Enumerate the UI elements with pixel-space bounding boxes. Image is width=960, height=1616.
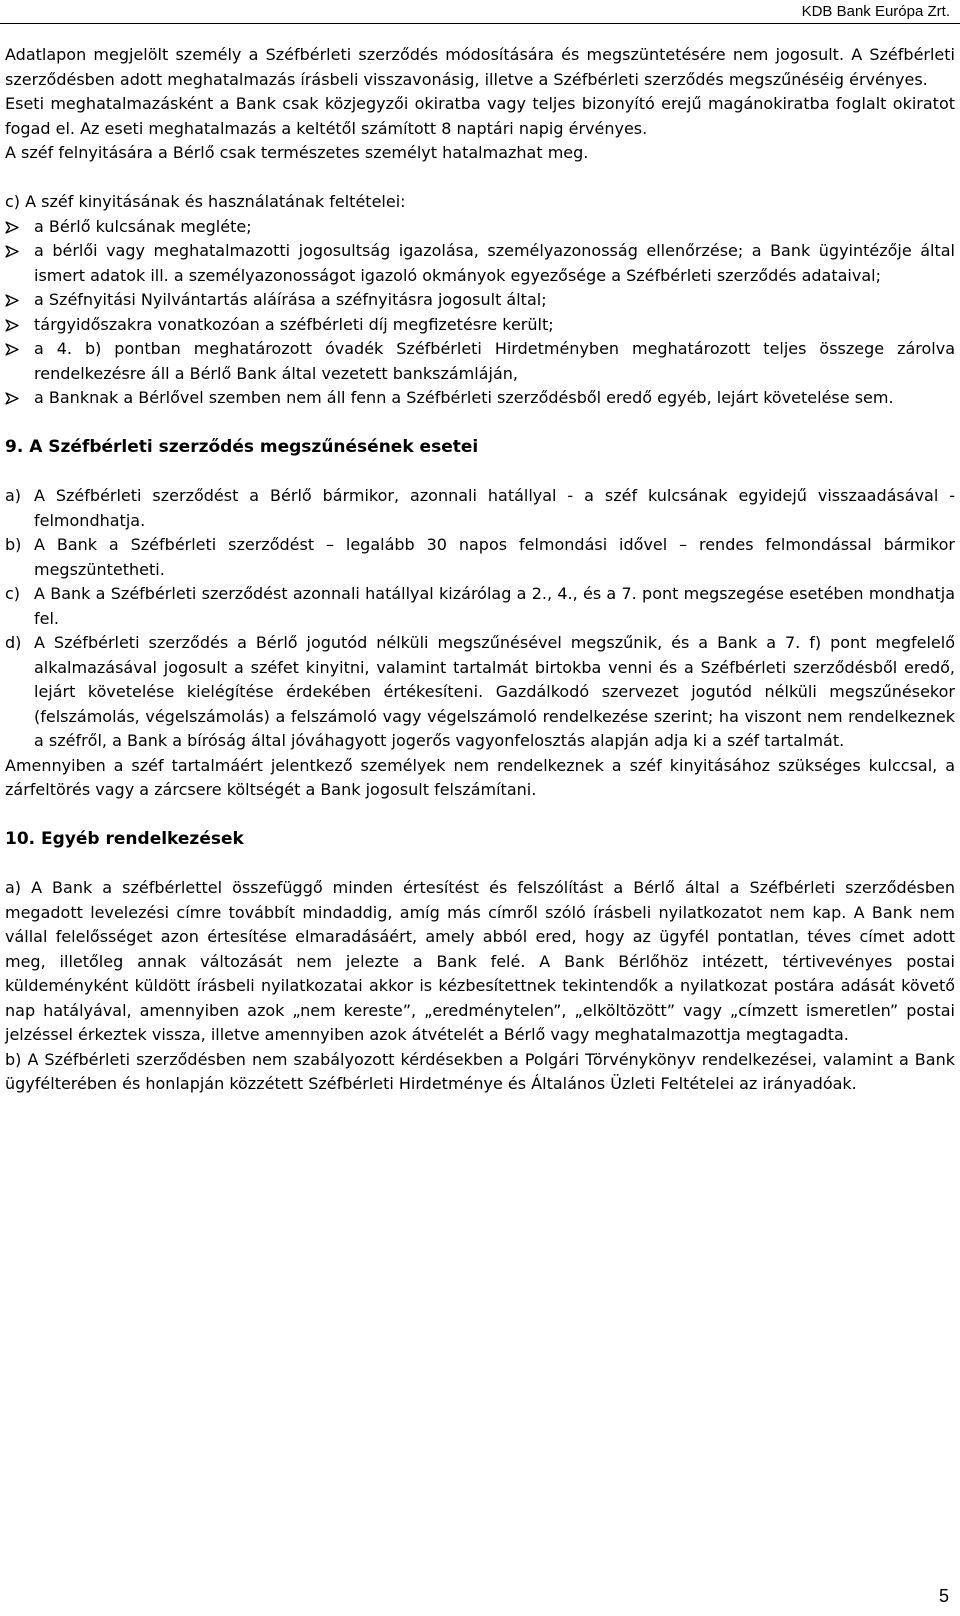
item-text: A Bank a Széfbérleti szerződést – legalább 30 napos felmondási idővel – rendes felmondással bármikor megszüntetheti. bbox=[34, 535, 955, 579]
arrow-bullet-icon bbox=[5, 294, 19, 307]
termination-item bbox=[5, 533, 955, 582]
condition-bullet bbox=[5, 215, 955, 240]
arrow-bullet-icon bbox=[5, 319, 19, 332]
condition-bullet bbox=[5, 313, 955, 338]
condition-bullet bbox=[5, 288, 955, 313]
termination-item bbox=[5, 582, 955, 631]
intro-paragraph-3: A széf felnyitására a Bérlő csak természetes személyt hatalmazhat meg. bbox=[5, 143, 589, 162]
arrow-bullet-icon bbox=[5, 245, 19, 258]
document-body bbox=[5, 43, 955, 1097]
item-label: a) bbox=[5, 486, 22, 505]
section-9-heading: 9. A Széfbérleti szerződés megszűnésének esetei bbox=[5, 437, 479, 457]
section-9-closing: Amennyiben a széf tartalmáért jelentkező személyek nem rendelkeznek a széf kinyitásához szükséges kulccsal, a zárfeltörés vagy a zárcsere költségét a Bank jogosult felszámítani. bbox=[5, 755, 955, 799]
section-10-heading: 10. Egyéb rendelkezések bbox=[5, 829, 244, 849]
condition-text: tárgyidőszakra vonatkozóan a széfbérleti díj megfizetésre került; bbox=[34, 314, 554, 334]
page-header bbox=[0, 0, 960, 24]
intro-paragraph-2: Eseti meghatalmazásként a Bank csak közjegyzői okiratba vagy teljes bizonyító erejű magánokiratba foglalt okiratot fogad el. Az eseti meghatalmazás a keltétől számított 8 naptári napig érvényes. bbox=[5, 94, 955, 138]
arrow-bullet-icon bbox=[5, 221, 19, 234]
item-text: A Bank a Széfbérleti szerződést azonnali hatállyal kizárólag a 2., 4., és a 7. pont megszegése esetében mondhatja fel. bbox=[34, 584, 955, 628]
item-label: d) bbox=[5, 633, 22, 652]
condition-text: a 4. b) pontban meghatározott óvadék Széfbérleti Hirdetményben meghatározott teljes összege zárolva rendelkezésre áll a Bérlő Bank által vezetett bankszámláján, bbox=[34, 339, 955, 383]
item-text: A Széfbérleti szerződést a Bérlő bármikor, azonnali hatállyal - a széf kulcsának egyidejű visszaadásával - felmondhatja. bbox=[34, 486, 955, 530]
condition-text: a Széfnyitási Nyilvántartás aláírása a széfnyitásra jogosult által; bbox=[34, 290, 547, 309]
condition-text: a Banknak a Bérlővel szemben nem áll fenn a Széfbérleti szerződésből eredő egyéb, lejárt követelése sem. bbox=[34, 388, 894, 407]
company-name: KDB Bank Európa Zrt. bbox=[801, 3, 950, 20]
conditions-title: c) A széf kinyitásának és használatának feltételei: bbox=[5, 192, 406, 211]
arrow-bullet-icon bbox=[5, 343, 19, 356]
condition-bullet bbox=[5, 386, 955, 411]
page-number: 5 bbox=[938, 1586, 949, 1606]
condition-bullet bbox=[5, 239, 955, 288]
termination-item bbox=[5, 484, 955, 533]
section-10-paragraph-a: a) A Bank a széfbérlettel összefüggő minden értesítést és felszólítást a Bérlő által a Széfbérleti szerződésben megadott levelezési címre továbbít mindaddig, amíg más címről szóló írásbeli nyilatkozatot nem kap. A Bank nem vállal felelősséget azon értesítése elmaradásáért, amely abból ered, hogy az ügyfél pontatlan, téves címet adott meg, illetőleg annak változását nem jelezte a Bank felé. A Bank Bérlőhöz intézett, tértivevényes postai küldeményként küldött írásbeli nyilatkozatai akkor is kézbesítettnek tekintendők a nyilatkozat postára adását követő nap hatályával, amennyiben azok „nem kereste”, „eredménytelen”, „elköltözött” vagy „címzett ismeretlen” postai jelzéssel érkeztek vissza, illetve amennyiben azok átvételét a Bérlő vagy meghatalmazottja megtagadta. bbox=[5, 878, 955, 1044]
intro-paragraph-1: Adatlapon megjelölt személy a Széfbérleti szerződés módosítására és megszüntetésére nem jogosult. A Széfbérleti szerződésben adott meghatalmazás írásbeli visszavonásig, illetve a Széfbérleti szerződés megszűnéséig érvényes. bbox=[5, 45, 955, 89]
item-text: A Széfbérleti szerződés a Bérlő jogutód nélküli megszűnésével megszűnik, és a Bank a 7. f) pont megfelelő alkalmazásával jogosult a széfet kinyitni, valamint tartalmát birtokba venni és a Széfbérleti szerződésből eredő, lejárt követelése kielégítése érdekében értékesíteni. Gazdálkodó szervezet jogutód nélküli megszűnésekor (felszámolás, végelszámolás) a felszámoló vagy végelszámoló rendelkezése szerint; ha viszont nem rendelkeznek a széfről, a Bank a bíróság által jóváhagyott jogerős vagyonfelosztás alapján adja ki a széf tartalmát. bbox=[34, 633, 955, 750]
section-10-paragraph-b: b) A Széfbérleti szerződésben nem szabályozott kérdésekben a Polgári Törvénykönyv rendelkezései, valamint a Bank ügyfélterében és honlapján közzétett Széfbérleti Hirdetménye és Általános Üzleti Feltételei az irányadóak. bbox=[5, 1049, 955, 1093]
termination-item bbox=[5, 631, 955, 754]
arrow-bullet-icon bbox=[5, 392, 19, 405]
item-label: c) bbox=[5, 584, 21, 603]
condition-text: a bérlői vagy meghatalmazotti jogosultság igazolása, személyazonosság ellenőrzése; a Bank ügyintézője által ismert adatok ill. a személyazonosságot igazoló okmányok egyezősége a Széfbérleti szerződés adataival; bbox=[34, 241, 955, 285]
item-label: b) bbox=[5, 535, 22, 554]
condition-bullet bbox=[5, 337, 955, 386]
condition-text: a Bérlő kulcsának megléte; bbox=[34, 216, 252, 236]
